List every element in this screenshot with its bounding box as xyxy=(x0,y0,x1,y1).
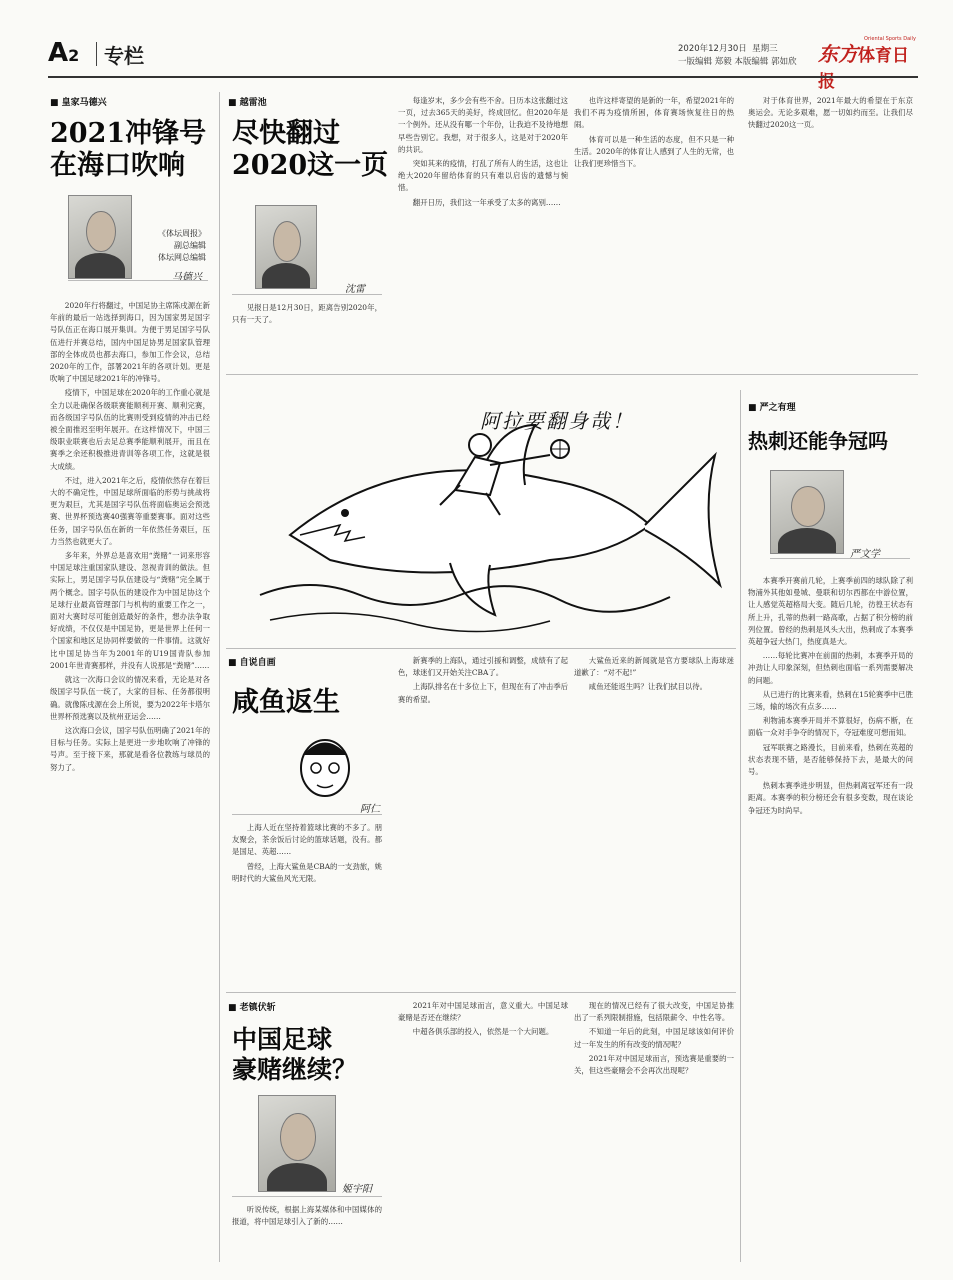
newspaper-logo: 东方体育日报 Oriental Sports Daily xyxy=(818,36,916,92)
headline: 2021冲锋号 在海口吹响 xyxy=(50,118,207,181)
author-signature: 阿仁 xyxy=(360,804,380,815)
headline: 热刺还能争冠吗 xyxy=(748,429,888,453)
author-photo xyxy=(255,205,317,289)
article-body: 2021年对中国足球而言，意义重大。中国足球豪赌是否还在继续？ 中超各俱乐部的投入，依然是一个大问题。 xyxy=(398,1001,568,1037)
photo-rule xyxy=(232,814,382,815)
column-rule xyxy=(219,92,220,1262)
headline: 咸鱼返生 xyxy=(232,687,340,718)
author-signature: 沈雷 xyxy=(345,284,365,295)
section-divider xyxy=(96,42,97,66)
editor-line: 一版编辑 郑毅 本版编辑 郭如欣 xyxy=(678,57,797,67)
section-rule xyxy=(226,648,736,649)
column-tag: ■ 老镇伏斩 xyxy=(228,1000,276,1013)
article-body: 现在的情况已经有了很大改变，中国足协推出了一系列限制措施，包括限薪令、中性名等。 不知道一年后的此刻，中国足球该如何评价过一年发生的所有改变的情况呢？ 2021年对中国足球而言，预选赛是重要的一关，但这些豪赌会不会再次出现呢？ xyxy=(574,1001,734,1076)
photo-rule xyxy=(770,558,910,559)
author-photo xyxy=(68,195,132,279)
section-title: 专栏 xyxy=(104,44,144,68)
author-signature: 马德兴 xyxy=(172,272,202,283)
section-rule xyxy=(226,374,918,375)
article-body: 见报日是12月30日，距离告别2020年，只有一天了。 xyxy=(232,303,382,325)
photo-rule xyxy=(232,1196,382,1197)
column-tag: ■ 自说自画 xyxy=(228,655,276,668)
column-tag: ■ 越雷池 xyxy=(228,95,267,108)
headline: 尽快翻过 2020这一页 xyxy=(232,118,389,181)
cartoon xyxy=(250,385,730,640)
cartoon-caption: 阿拉要翻身哉！ xyxy=(480,409,634,433)
caricature-drawing xyxy=(285,730,365,810)
headline: 中国足球 豪赌继续？ xyxy=(232,1025,358,1084)
page-code: A2 xyxy=(48,38,80,68)
article-body: 新赛季的上海队，通过引援和调整，成绩有了起色，球迷们又开始关注CBA了。 上海队排名在十多位上下，但现在有了冲击季后赛的希望。 xyxy=(398,656,568,704)
author-caricature xyxy=(285,730,365,810)
article-body: 也许这样寄望的是新的一年，希望2021年的我们不再为疫情所困，体育赛场恢复往日的热闹。 体育可以是一种生活的态度，但不只是一种生活。2020年的体育让人感到了人生的无常，也让我们更珍惜当下。 xyxy=(574,96,734,169)
article-body: 上海人近在坚持着篮球比赛的不多了。朋友聚会，茶余饭后讨论的篮球话题，没有。都是国足、英超…… 曾经，上海大鲨鱼是CBA的一支劲旅，姚明时代的大鲨鱼风光无限。 xyxy=(232,823,382,883)
author-info: 《体坛周报》 副总编辑 体坛网总编辑 xyxy=(158,229,206,262)
photo-rule xyxy=(68,280,208,281)
column-tag: ■ 皇家马德兴 xyxy=(50,95,107,108)
article-body: 每逢岁末，多少会有些不舍。日历本这张翻过这一页，过去365天的美好，终成回忆。但2020年是一个例外。还从没有哪一个年份，让我迫不及待地想早些告别它。我想，对于很多人，这是对于2020年的共识。 突如其来的疫情，打乱了所有人的生活，这也让绝大2020年留给体育的只有难以启齿的遗憾与惋惜。 翻开日历，我们这一年承受了太多的离别…… xyxy=(398,96,568,207)
masthead-rule xyxy=(48,76,918,78)
article-body: 2020年行将翻过，中国足协主席陈戌源在新年前的最后一站选择到海口，因为国家男足国字号队伍正在海口展开集训。为便于男足国字号队伍进行并赛总结，国内中国足协男足国家队管理部的全体成员也都去海口，参加工作会议，总结2020年的工作，部署2021年的各项计划。更是吹响了中国足球2021年的冲锋号。 疫情下，中国足球在2020年的工作重心就是全力以赴确保各级联赛能顺利开赛、顺利完赛，而各级国字号队伍的比赛则受到疫情的冲击已经被全面推迟至明年展开。在这样情况下，中国三级职业联赛也后去足总赛季能顺利展开，而且在赛季之余还积极推进青训等各项工作，这就是很大成绩。 不过，进入2021年之后，疫情依然存在着巨大的不确定性，中国足球所面临的形势与挑战将更为艰巨，尤其是国字号队伍将面临奥运会预选赛、世界杯预选赛40强赛等重要赛事。面对这些任务，国字号队伍在新的一年依然任务艰巨，压力当然也就更大了。 多年来，外界总是喜欢用“粪赌”一词来形容中国足球注重国家队建设、忽视青训的做法。但实际上，男足国字号队伍建设与“粪赌”完全属于两个概念。国字号队伍的建设作为中国足协这个足球行业最高管理部门与机构的重要工作之一，面对大赛时尽可能创造最好的条件，想办法争取好成绩，不仅仅是中国足协，更是世界上任何一个国家和地区足协同样要做的一件事情。这就好比中国足协当年为2001年的U19国青队参加2001年世青赛那样，并没有人说那是“粪赌”…… 就这一次海口会议的情况来看，无论是对各级国字号队伍一统了，大家的目标、任务都很明确。就像陈戌源在会上所说，要为2022年卡塔尔世界杯预选赛以及杭州亚运会…… 这次海口会议，国字号队伍明确了2021年的目标与任务。实际上是更进一步地吹响了冲锋的号声。至于接下来，那就是看各位教练与球员的努力了。 xyxy=(50,301,210,772)
article-body: 本赛季开赛前几轮，上赛季前四的球队除了利物浦外其他如曼城、曼联和切尔西都在中游位置，让人感觉英超格局大变。随后几轮，彷徨王状态有所上升，孔蒂的热刺一路高歌，占据了积分榜的前列位置。曾经的热刺是风头大出，热刺成了本赛季英超争冠大热门，热度真是大。 ……每轮比赛冲在前面的热刺，本赛季开局的冲劲让人印象深刻，但热刺也面临一系列需要解决的问题。 从已进行的比赛来看，热刺在15轮赛季中已胜三场，输的场次有点多…… 利物浦本赛季开局并不算很好，伤病不断，在面临一众对手争夺的情况下，夺冠难度可想而知。 冠军联赛之路漫长，目前来看，热刺在英超的状态表现不错，是否能够保持下去，是最大的问号。 热刺本赛季进步明显，但热刺离冠军还有一段距离。本赛季的积分榜还会有很多变数，现在谈论争冠还为时尚早。 xyxy=(748,576,913,815)
date-line: 2020年12月30日 星期三 xyxy=(678,44,778,54)
author-photo xyxy=(770,470,844,554)
column-tag: ■ 严之有理 xyxy=(748,400,796,413)
column-rule xyxy=(740,390,741,1262)
article-body: 听说传统，根据上海某媒体和中国媒体的报道，将中国足球引入了新的…… xyxy=(232,1205,382,1227)
author-photo xyxy=(258,1095,336,1192)
author-signature: 严文学 xyxy=(850,549,880,560)
section-rule xyxy=(226,992,736,993)
photo-rule xyxy=(232,294,382,295)
author-signature: 姬宇阳 xyxy=(342,1184,372,1195)
article-body: 对于体育世界，2021年最大的希望在于东京奥运会。无论多艰难，愿一切如约而至。让我们尽快翻过2020这一页。 xyxy=(748,96,913,130)
article-body: 大鲨鱼近来的新闻就是官方要球队上海球迷道歉了：“对不起!” 咸鱼还能返生吗？让我们拭目以待。 xyxy=(574,656,734,692)
masthead xyxy=(48,36,918,92)
